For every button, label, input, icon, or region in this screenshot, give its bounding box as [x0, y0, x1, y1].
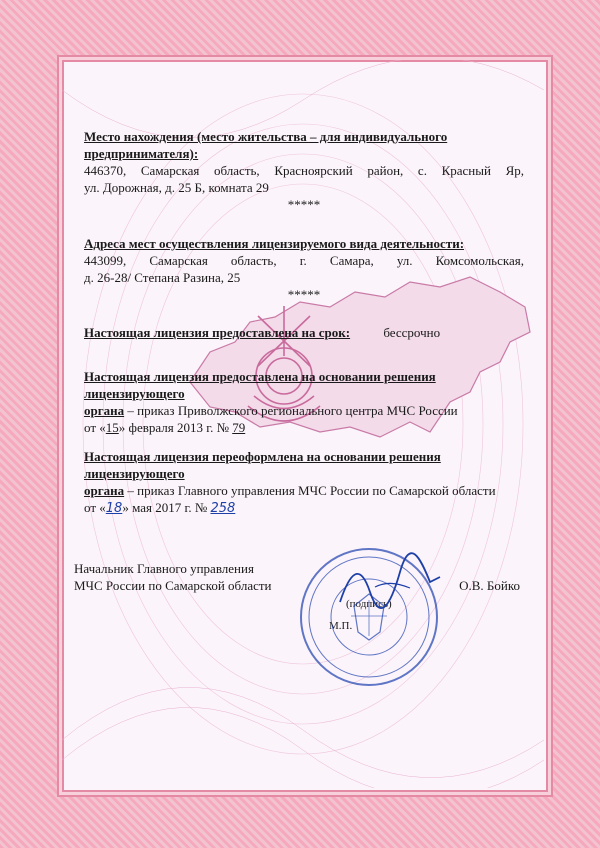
signature-hint: (подпись) — [346, 598, 392, 610]
location-line1: 446370, Самарская область, Красноярский район, с. Красный Яр, — [84, 163, 524, 178]
basis-label-organ: органа — [84, 403, 125, 418]
reissue-label-organ: органа — [84, 483, 125, 498]
addresses-label: Адреса мест осуществления лицензируемого вида деятельности: — [84, 236, 465, 251]
signatory-name: О.В. Бойко — [459, 578, 520, 593]
location-line2: ул. Дорожная, д. 25 Б, комната 29 — [84, 180, 269, 195]
addresses-line2: д. 26-28/ Степана Разина, 25 — [84, 270, 241, 285]
basis-section — [84, 368, 524, 436]
reissue-number: 258 — [210, 501, 236, 516]
basis-text: – приказ Приволжского регионального центра МЧС России — [124, 403, 458, 418]
basis-label: Настоящая лицензия предоставлена на основании решения лицензирующего — [84, 369, 436, 401]
reissue-text: – приказ Главного управления МЧС России по Самарской области — [124, 483, 496, 498]
separator: ***** — [287, 197, 321, 212]
reissue-date: от «18» мая 2017 г. № 258 — [84, 500, 236, 516]
addresses-section — [84, 235, 524, 303]
signatory-title-line1: Начальник Главного управления — [74, 561, 254, 576]
reissue-label: Настоящая лицензия переоформлена на основании решения лицензирующего — [84, 449, 441, 481]
seal-place-mark: М.П. — [329, 620, 353, 632]
addresses-line1: 443099, Самарская область, г. Самара, ул. Комсомольская, — [84, 253, 524, 268]
reissue-day: 18 — [105, 501, 123, 516]
basis-date: от «15» февраля 2013 г. № 79 — [84, 420, 246, 435]
basis-number: 79 — [232, 420, 246, 435]
basis-day: 15 — [105, 420, 119, 435]
location-section — [84, 128, 524, 213]
term-value: бессрочно — [383, 325, 441, 340]
separator: ***** — [287, 287, 321, 302]
location-label: Место нахождения (место жительства – для индивидуального предпринимателя): — [84, 129, 448, 161]
term-section — [84, 324, 524, 341]
reissue-section — [84, 448, 524, 517]
signatory-title-line2: МЧС России по Самарской области — [74, 578, 272, 593]
handwritten-signature — [330, 552, 450, 612]
term-label: Настоящая лицензия предоставлена на срок: — [84, 325, 351, 340]
